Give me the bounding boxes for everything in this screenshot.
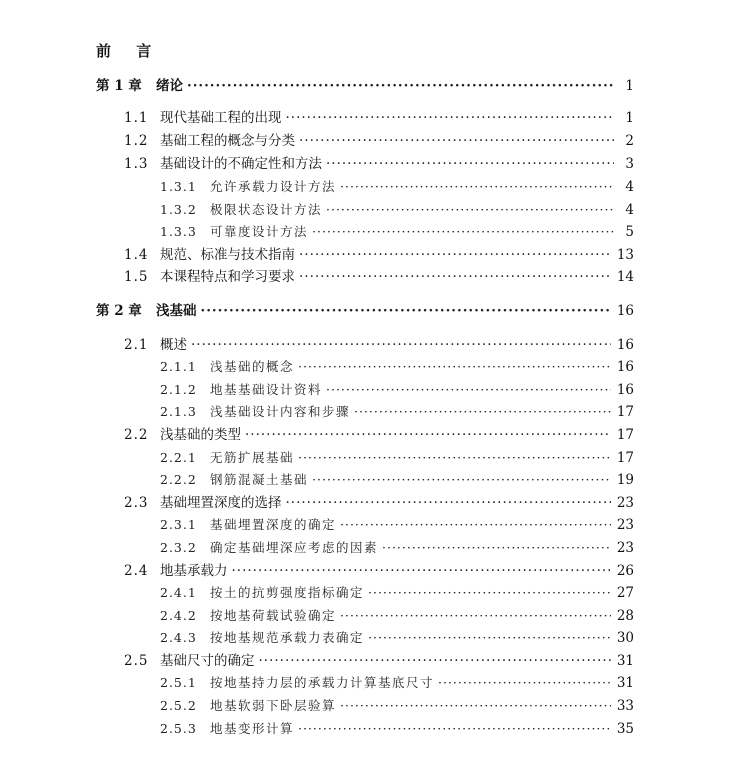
entry-page: 16 (616, 303, 634, 319)
toc-entry-subsection[interactable] (160, 673, 634, 693)
leader-dots (368, 583, 611, 603)
entry-title: 按地基规范承载力表确定 (210, 630, 365, 645)
entry-title: 基础工程的概念与分类 (160, 133, 295, 149)
toc-entry-subsection[interactable] (160, 380, 634, 400)
toc-entry-subsection[interactable] (160, 515, 634, 535)
toc-entry-subsection[interactable] (160, 222, 634, 242)
entry-page: 33 (616, 698, 634, 714)
entry-page: 17 (616, 404, 634, 420)
entry-title: 钢筋混凝土基础 (210, 472, 309, 487)
leader-dots (298, 357, 611, 377)
entry-number: 1.1 (124, 110, 149, 126)
entry-number: 第 1 章 (96, 78, 142, 94)
entry-number: 1.4 (124, 247, 149, 263)
leader-dots (245, 425, 611, 445)
entry-number: 2.3.2 (160, 540, 197, 555)
toc-entry-section[interactable] (124, 425, 634, 445)
leader-dots (299, 245, 611, 265)
entry-number: 2.5.3 (160, 721, 197, 736)
entry-title: 基础设计的不确定性和方法 (160, 156, 322, 172)
toc-entry-section[interactable] (124, 267, 634, 287)
preface-heading: 前 言 (96, 42, 162, 60)
leader-dots (326, 154, 614, 174)
entry-title: 确定基础埋深应考虑的因素 (210, 540, 379, 555)
entry-page: 4 (625, 202, 634, 218)
entry-page: 1 (625, 110, 634, 126)
entry-number: 2.1 (124, 337, 149, 353)
entry-title: 基础尺寸的确定 (160, 653, 255, 669)
toc-entry-subsection[interactable] (160, 470, 634, 490)
entry-number: 2.2 (124, 427, 149, 443)
entry-title: 按土的抗剪强度指标确定 (210, 585, 365, 600)
entry-page: 13 (616, 247, 634, 263)
entry-title: 浅基础 (156, 303, 197, 319)
entry-title: 本课程特点和学习要求 (160, 269, 295, 285)
entry-page: 17 (616, 450, 634, 466)
entry-page: 23 (616, 495, 634, 511)
toc-entry-subsection[interactable] (160, 719, 634, 739)
toc-entry-section[interactable] (124, 651, 634, 671)
leader-dots (340, 515, 611, 535)
entry-page: 3 (625, 156, 634, 172)
entry-title: 无筋扩展基础 (210, 450, 295, 465)
entry-title: 浅基础的类型 (160, 427, 241, 443)
entry-page: 16 (616, 382, 634, 398)
entry-number: 1.2 (124, 133, 149, 149)
entry-number: 2.3.1 (160, 517, 197, 532)
entry-title: 现代基础工程的出现 (160, 110, 282, 126)
leader-dots (286, 108, 615, 128)
leader-dots (232, 561, 611, 581)
entry-title: 浅基础的概念 (210, 359, 295, 374)
entry-number: 2.2.1 (160, 450, 197, 465)
leader-dots (201, 301, 611, 321)
entry-page: 28 (616, 608, 634, 624)
entry-number: 2.5 (124, 653, 149, 669)
entry-title: 按地基荷载试验确定 (210, 608, 337, 623)
leader-dots (286, 493, 611, 513)
entry-page: 30 (616, 630, 634, 646)
entry-number: 2.1.2 (160, 382, 197, 397)
entry-number: 2.3 (124, 495, 149, 511)
entry-number: 1.3.1 (160, 179, 197, 194)
leader-dots (368, 628, 611, 648)
toc-entry-subsection[interactable] (160, 200, 634, 220)
entry-number: 2.1.3 (160, 404, 197, 419)
entry-title: 可靠度设计方法 (210, 224, 309, 239)
leader-dots (298, 719, 611, 739)
toc-entry-section[interactable] (124, 108, 634, 128)
leader-dots (187, 76, 614, 96)
entry-number: 2.2.2 (160, 472, 197, 487)
leader-dots (299, 267, 611, 287)
entry-title: 地基承载力 (160, 563, 228, 579)
toc-entry-section[interactable] (124, 493, 634, 513)
entry-title: 基础埋置深度的选择 (160, 495, 282, 511)
entry-title: 地基软弱下卧层验算 (210, 698, 337, 713)
entry-number: 1.3.3 (160, 224, 197, 239)
toc-entry-chapter-2[interactable] (96, 301, 634, 321)
leader-dots (298, 448, 611, 468)
entry-page: 23 (616, 517, 634, 533)
entry-number: 1.5 (124, 269, 149, 285)
toc-entry-subsection[interactable] (160, 177, 634, 197)
entry-page: 23 (616, 540, 634, 556)
entry-title: 规范、标准与技术指南 (160, 247, 295, 263)
entry-number: 2.5.2 (160, 698, 197, 713)
entry-page: 16 (616, 359, 634, 375)
leader-dots (299, 131, 614, 151)
leader-dots (312, 222, 614, 242)
leader-dots (340, 606, 611, 626)
entry-page: 26 (616, 563, 634, 579)
toc-entry-subsection[interactable] (160, 606, 634, 626)
entry-page: 5 (625, 224, 634, 240)
entry-page: 17 (616, 427, 634, 443)
entry-number: 2.4.1 (160, 585, 197, 600)
leader-dots (191, 335, 611, 355)
entry-number: 2.4 (124, 563, 149, 579)
entry-number: 2.5.1 (160, 675, 197, 690)
leader-dots (259, 651, 611, 671)
entry-number: 2.4.3 (160, 630, 197, 645)
entry-title: 允许承载力设计方法 (210, 179, 337, 194)
toc-entry-subsection[interactable] (160, 628, 634, 648)
leader-dots (438, 673, 611, 693)
toc-entry-subsection[interactable] (160, 357, 634, 377)
toc-entry-subsection[interactable] (160, 696, 634, 716)
entry-number: 1.3 (124, 156, 149, 172)
entry-title: 绪论 (156, 78, 183, 94)
entry-page: 4 (625, 179, 634, 195)
entry-page: 14 (616, 269, 634, 285)
leader-dots (382, 538, 611, 558)
toc-entry-subsection[interactable] (160, 448, 634, 468)
leader-dots (326, 200, 614, 220)
entry-page: 2 (625, 133, 634, 149)
entry-page: 16 (616, 337, 634, 353)
entry-number: 第 2 章 (96, 303, 142, 319)
toc-entry-section[interactable] (124, 154, 634, 174)
toc-entry-section[interactable] (124, 335, 634, 355)
leader-dots (354, 402, 611, 422)
entry-page: 27 (616, 585, 634, 601)
toc-entry-chapter-1[interactable] (96, 76, 634, 96)
leader-dots (340, 177, 614, 197)
leader-dots (312, 470, 611, 490)
entry-title: 按地基持力层的承载力计算基底尺寸 (210, 675, 435, 690)
toc-entry-section[interactable] (124, 131, 634, 151)
toc-entry-section[interactable] (124, 561, 634, 581)
entry-number: 2.4.2 (160, 608, 197, 623)
toc-entry-subsection[interactable] (160, 402, 634, 422)
entry-title: 概述 (160, 337, 187, 353)
entry-page: 1 (625, 78, 634, 94)
entry-title: 基础埋置深度的确定 (210, 517, 337, 532)
entry-page: 31 (616, 653, 634, 669)
entry-title: 极限状态设计方法 (210, 202, 323, 217)
entry-title: 地基基础设计资料 (210, 382, 323, 397)
leader-dots (326, 380, 611, 400)
entry-number: 2.1.1 (160, 359, 197, 374)
toc-entry-subsection[interactable] (160, 538, 634, 558)
entry-title: 浅基础设计内容和步骤 (210, 404, 351, 419)
entry-page: 31 (616, 675, 634, 691)
entry-number: 1.3.2 (160, 202, 197, 217)
toc-entry-section[interactable] (124, 245, 634, 265)
entry-title: 地基变形计算 (210, 721, 295, 736)
entry-page: 35 (616, 721, 634, 737)
leader-dots (340, 696, 611, 716)
entry-page: 19 (616, 472, 634, 488)
toc-entry-subsection[interactable] (160, 583, 634, 603)
